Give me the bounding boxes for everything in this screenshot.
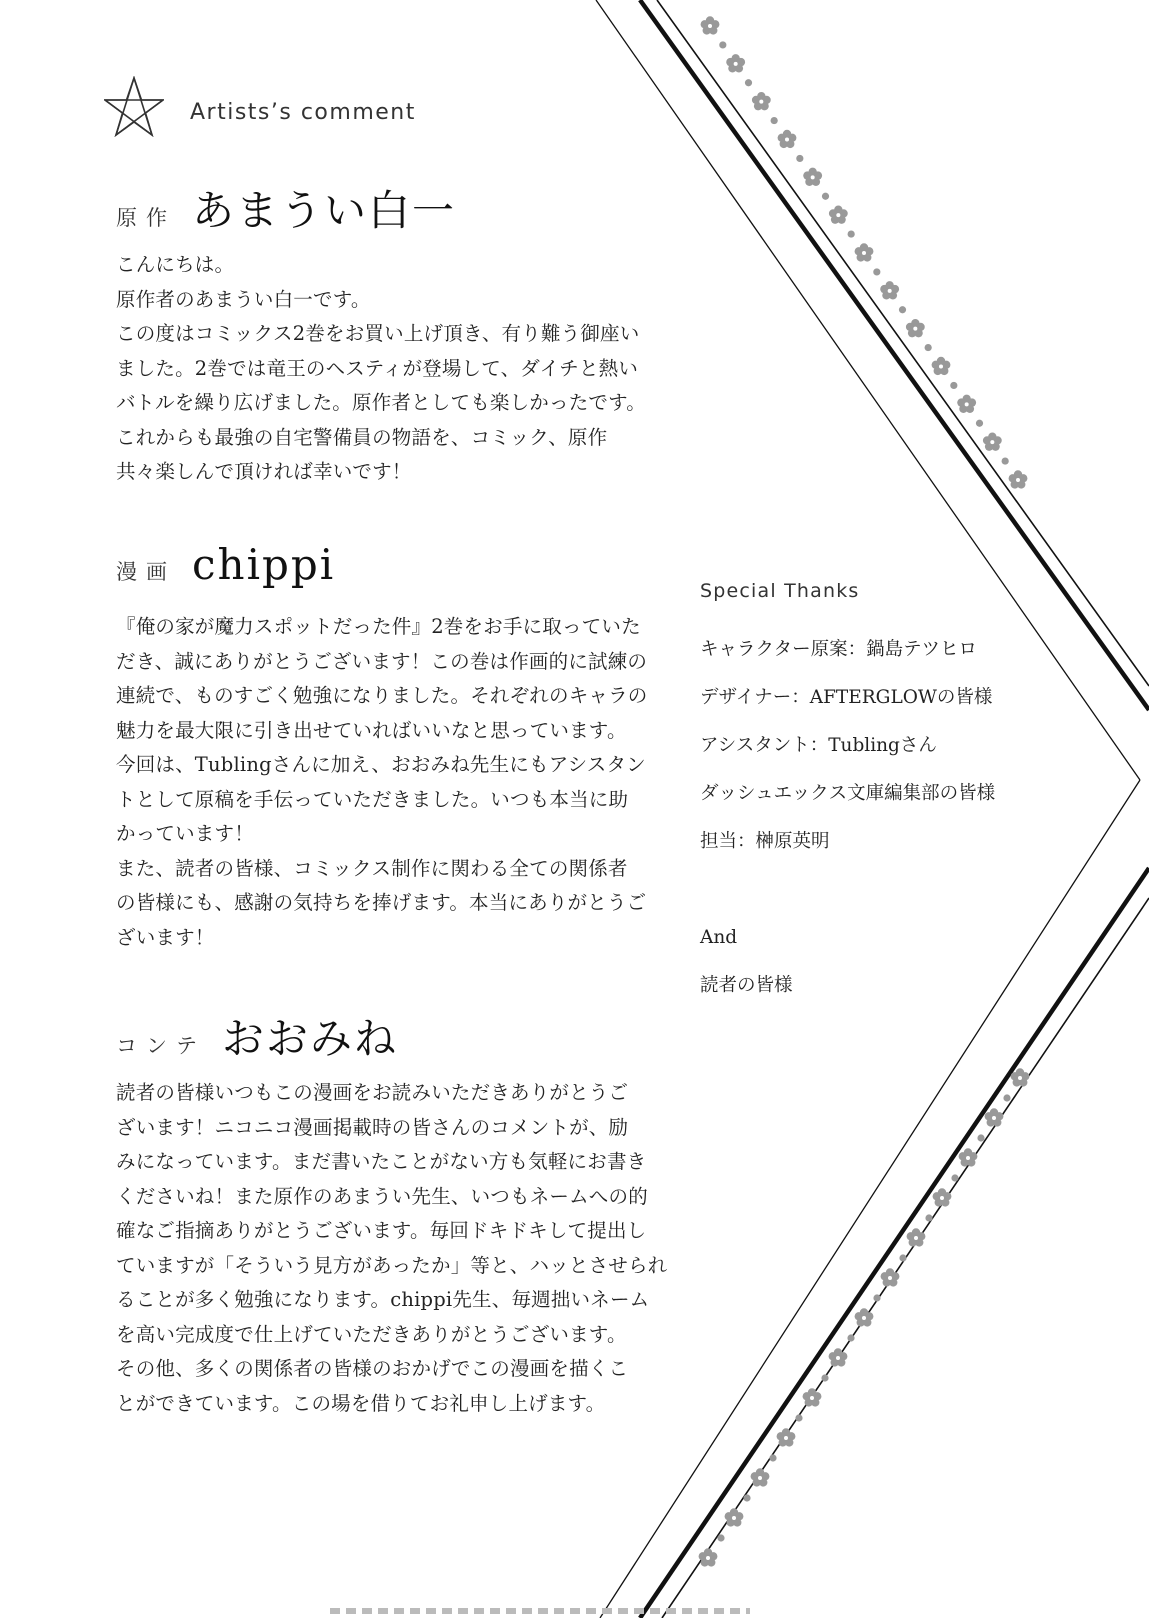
flower-icon xyxy=(726,54,745,72)
dot-icon xyxy=(822,193,829,200)
dot-icon xyxy=(847,1334,854,1341)
thanks-item: ダッシュエックス文庫編集部の皆様 xyxy=(700,783,996,804)
dot-icon xyxy=(1002,457,1009,464)
comment-line: また、読者の皆様、コミックス制作に関わる全ての関係者 xyxy=(116,856,628,880)
comment-line: くださいね！また原作のあまうい先生、いつもネームへの的 xyxy=(116,1184,648,1208)
flower-icon xyxy=(829,205,848,223)
comment-body xyxy=(116,248,646,490)
flower-icon xyxy=(983,432,1002,450)
dot-icon xyxy=(977,1134,984,1141)
dot-icon xyxy=(717,1534,724,1541)
dot-icon xyxy=(771,117,778,124)
flower-icon xyxy=(699,1548,718,1566)
dot-icon xyxy=(769,1454,776,1461)
flower-icon xyxy=(778,130,797,148)
section-heading xyxy=(116,1006,646,1066)
role-label: コンテ xyxy=(116,1034,206,1058)
comment-line: を高い完成度で仕上げていただきありがとうございます。 xyxy=(116,1322,627,1346)
comment-line: だき、誠にありがとうございます！この巻は作画的に試練の xyxy=(116,649,648,673)
readers-label: 読者の皆様 xyxy=(700,975,793,996)
comment-body xyxy=(116,1076,668,1421)
section-heading xyxy=(116,540,646,600)
author-name: おおみね xyxy=(222,1014,399,1063)
comment-line: みになっています。まだ書いたことがない方も気軽にお書き xyxy=(116,1150,647,1173)
dot-icon xyxy=(925,344,932,351)
section-manga-artist xyxy=(116,540,646,955)
dot-icon xyxy=(925,1214,932,1221)
flower-icon xyxy=(701,16,720,34)
flower-icon xyxy=(725,1508,744,1526)
comment-line: 確なご指摘ありがとうございます。毎回ドキドキして提出し xyxy=(116,1219,647,1242)
comment-line: 魅力を最大限に引き出せていればいいなと思っています。 xyxy=(116,718,627,742)
comment-line: ていますが「そういう見方があったか」等と、ハッとさせられ xyxy=(116,1253,668,1277)
flower-icon xyxy=(855,1308,874,1326)
flower-icon xyxy=(907,1228,926,1246)
comment-line: トとして原稿を手伝っていただきました。いつも本当に助 xyxy=(116,787,629,811)
bottom-edge-pattern xyxy=(330,1608,750,1614)
thanks-item: デザイナー：AFTERGLOWの皆様 xyxy=(700,687,993,708)
comment-line: ざいます！ニコニコ漫画掲載時の皆さんのコメントが、励 xyxy=(116,1115,629,1139)
section-heading xyxy=(116,178,646,238)
author-name: あまうい白一 xyxy=(192,186,457,235)
and-label: And xyxy=(700,927,738,948)
flower-icon xyxy=(933,1188,952,1206)
comment-line: とができています。この場を借りてお礼申し上げます。 xyxy=(116,1391,606,1415)
thanks-item: 担当：榊原英明 xyxy=(700,831,830,852)
dot-icon xyxy=(873,1294,880,1301)
special-thanks xyxy=(700,580,1060,1010)
flower-icon xyxy=(777,1428,796,1446)
header xyxy=(104,76,416,138)
comment-line: かっています！ xyxy=(116,822,254,845)
flower-icon xyxy=(880,281,899,299)
comment-line: 読者の皆様いつもこの漫画をお読みいただきありがとうご xyxy=(116,1081,629,1104)
comment-line: その他、多くの関係者の皆様のおかげでこの漫画を描くこ xyxy=(116,1357,629,1380)
dot-icon xyxy=(950,382,957,389)
flower-icon xyxy=(959,1148,978,1166)
and-block xyxy=(700,914,1060,1010)
dot-icon xyxy=(899,1254,906,1261)
comment-line: の皆様にも、感謝の気持ちを捧げます。本当にありがとうご xyxy=(116,891,647,914)
thanks-item: アシスタント：Tublingさん xyxy=(700,735,937,756)
comment-line: ることが多く勉強になります。chippi先生、毎週拙いネーム xyxy=(116,1288,650,1311)
comment-line: 今回は、Tublingさんに加え、おおみね先生にもアシスタン xyxy=(116,753,646,776)
comment-line: 原作者のあまうい白一です。 xyxy=(116,287,371,311)
author-name: chippi xyxy=(192,540,336,589)
flower-icon xyxy=(932,357,951,375)
dot-icon xyxy=(951,1174,958,1181)
flower-icon xyxy=(829,1348,848,1366)
dot-icon xyxy=(745,79,752,86)
dot-icon xyxy=(899,306,906,313)
special-thanks-title: Special Thanks xyxy=(700,580,860,602)
flower-icon xyxy=(1009,470,1028,488)
dot-icon xyxy=(821,1374,828,1381)
dot-icon xyxy=(976,420,983,427)
section-original-author xyxy=(116,178,646,490)
dot-icon xyxy=(796,155,803,162)
comment-line: これからも最強の自宅警備員の物語を、コミック、原作 xyxy=(116,425,608,449)
flower-icon xyxy=(752,92,771,110)
dot-icon xyxy=(743,1494,750,1501)
comment-line: ました。2巻では竜王のヘスティが登場して、ダイチと熱い xyxy=(116,356,639,380)
comment-line: ざいます！ xyxy=(116,925,215,949)
flower-icon xyxy=(855,243,874,261)
flower-icon xyxy=(803,1388,822,1406)
flower-icon xyxy=(751,1468,770,1486)
role-label: 漫画 xyxy=(116,560,176,584)
thanks-list xyxy=(700,626,1060,866)
header-title: Artists’s comment xyxy=(190,99,416,125)
flower-icon xyxy=(906,319,925,337)
thanks-item: キャラクター原案：鍋島テツヒロ xyxy=(700,639,977,660)
dot-icon xyxy=(719,41,726,48)
flower-icon xyxy=(985,1108,1004,1126)
dot-icon xyxy=(848,230,855,237)
comment-line: こんにちは。 xyxy=(116,253,235,276)
section-storyboard-artist xyxy=(116,1006,668,1421)
comment-line: バトルを繰り広げました。原作者としても楽しかったです。 xyxy=(116,391,646,414)
comment-line: 『俺の家が魔力スポットだった件』2巻をお手に取っていた xyxy=(116,615,641,638)
star-outline-icon xyxy=(104,76,164,138)
comment-line: この度はコミックス2巻をお買い上げ頂き、有り難う御座い xyxy=(116,322,640,345)
comment-line: 連続で、ものすごく勉強になりました。それぞれのキャラの xyxy=(116,684,648,707)
role-label: 原作 xyxy=(116,206,176,230)
flower-icon xyxy=(803,168,822,186)
comment-body xyxy=(116,610,646,955)
dot-icon xyxy=(873,268,880,275)
dot-icon xyxy=(1003,1094,1010,1101)
dot-icon xyxy=(795,1414,802,1421)
flower-icon xyxy=(957,395,976,413)
comment-line: 共々楽しんで頂ければ幸いです！ xyxy=(116,460,412,483)
